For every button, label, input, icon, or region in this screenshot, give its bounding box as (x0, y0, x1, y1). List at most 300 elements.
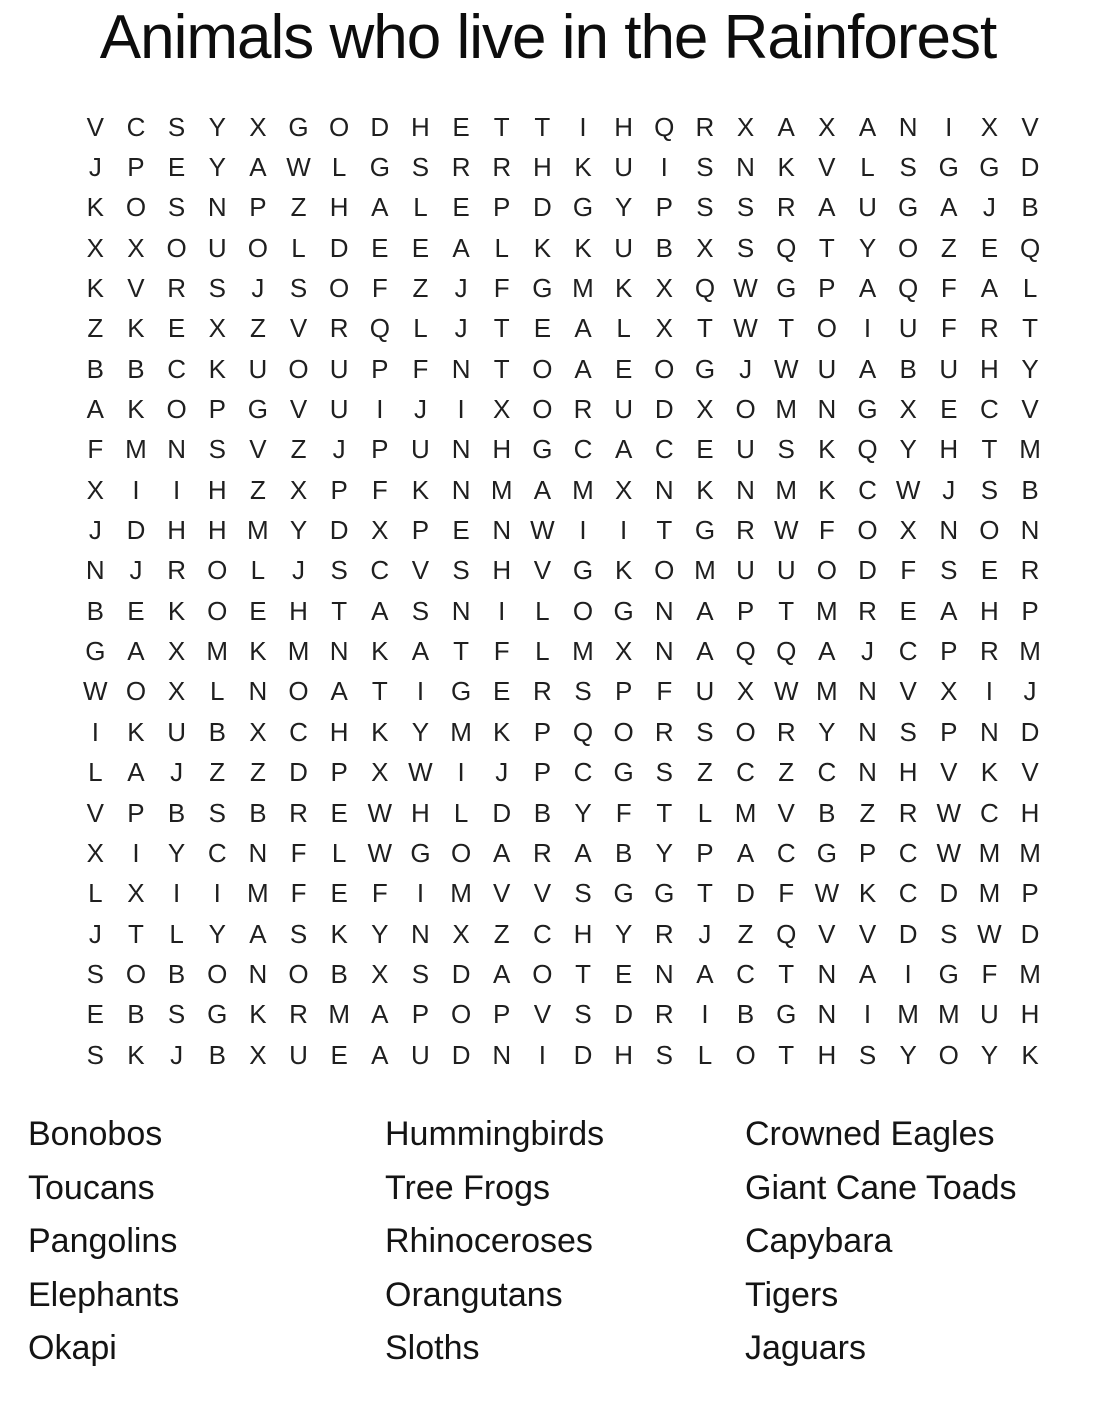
grid-letter: N (411, 918, 430, 949)
grid-letter: M (734, 797, 757, 828)
grid-letter: N (898, 111, 918, 142)
grid-letter: S (736, 192, 755, 223)
grid-letter: A (696, 958, 714, 989)
grid-letter: J (292, 555, 306, 586)
grid-letter: T (575, 958, 591, 989)
grid-letter: R (654, 999, 674, 1030)
grid-letter: O (450, 999, 472, 1030)
grid-letter: A (818, 636, 836, 667)
grid-letter: O (532, 394, 553, 425)
grid-letter: D (451, 1039, 471, 1070)
grid-letter: C (898, 837, 918, 868)
grid-letter: P (493, 192, 511, 223)
word-item: Hummingbirds (385, 1115, 605, 1153)
grid-letter: X (614, 636, 633, 667)
grid-letter: B (167, 958, 186, 989)
grid-letter: U (207, 232, 227, 263)
grid-letter: W (367, 797, 393, 828)
grid-letter: D (329, 232, 349, 263)
grid-letter: G (816, 837, 837, 868)
grid-letter: O (207, 555, 228, 586)
grid-letter: Y (574, 797, 592, 828)
grid-letter: O (288, 353, 309, 384)
grid-letter: B (249, 797, 267, 828)
grid-letter: A (696, 636, 714, 667)
grid-letter: N (329, 636, 349, 667)
grid-letter: A (533, 474, 552, 505)
grid-letter: T (696, 878, 713, 909)
grid-letter: F (981, 958, 998, 989)
grid-letter: F (371, 474, 388, 505)
grid-letter: T (453, 636, 470, 667)
grid-letter: A (493, 837, 511, 868)
grid-letter: H (207, 515, 227, 546)
grid-letter: O (938, 1039, 959, 1070)
grid-letter: E (493, 676, 511, 707)
grid-letter: K (614, 555, 633, 586)
grid-letter: S (208, 797, 226, 828)
grid-letter: S (899, 152, 917, 183)
grid-letter: P (533, 716, 552, 747)
grid-letter: M (287, 636, 310, 667)
grid-letter: H (817, 1039, 837, 1070)
grid-letter: B (655, 232, 673, 263)
grid-letter: I (701, 999, 709, 1030)
grid-letter: L (331, 152, 347, 183)
grid-letter: J (251, 273, 265, 304)
grid-letter: Z (290, 192, 307, 223)
grid-letter: L (1022, 273, 1038, 304)
word-item: Pangolins (28, 1222, 178, 1260)
grid-letter: U (980, 999, 999, 1030)
grid-letter: H (289, 595, 308, 626)
grid-letter: I (579, 111, 587, 142)
word-item: Orangutans (385, 1275, 563, 1314)
grid-letter: J (982, 192, 996, 223)
grid-letter: K (818, 474, 836, 505)
grid-letter: R (654, 918, 674, 949)
grid-letter: T (656, 797, 673, 828)
grid-letter: S (289, 273, 308, 304)
grid-letter: E (940, 394, 958, 425)
grid-letter: I (416, 878, 425, 909)
grid-letter: B (127, 999, 145, 1030)
grid-letter: O (166, 394, 187, 425)
grid-letter: K (858, 878, 877, 909)
grid-letter: N (207, 192, 227, 223)
grid-letter: G (776, 999, 797, 1030)
grid-letter: C (532, 918, 552, 949)
grid-letter: R (776, 192, 796, 223)
grid-letter: A (574, 313, 592, 344)
grid-letter: A (940, 595, 958, 626)
grid-letter: N (654, 958, 674, 989)
grid-letter: S (167, 192, 186, 223)
grid-letter: O (816, 555, 837, 586)
grid-letter: W (773, 353, 799, 384)
grid-letter: A (452, 232, 470, 263)
grid-letter: O (898, 232, 919, 263)
grid-letter: O (125, 958, 147, 989)
grid-letter: E (533, 313, 552, 344)
word-item: Jaguars (745, 1329, 866, 1367)
grid-letter: M (816, 676, 838, 707)
grid-letter: A (858, 958, 877, 989)
grid-letter: Z (249, 757, 266, 788)
grid-letter: E (86, 999, 104, 1030)
grid-letter: C (776, 837, 796, 868)
grid-letter: U (167, 716, 186, 747)
grid-letter: P (208, 394, 226, 425)
grid-letter: O (572, 595, 594, 626)
grid-letter: Y (208, 918, 226, 949)
grid-letter: X (696, 232, 714, 263)
grid-letter: N (736, 474, 755, 505)
grid-letter: Z (493, 918, 510, 949)
grid-letter: Q (776, 918, 797, 949)
grid-letter: G (776, 273, 797, 304)
grid-letter: E (452, 192, 470, 223)
grid-letter: E (980, 555, 999, 586)
grid-letter: X (371, 757, 389, 788)
grid-letter: Q (857, 434, 878, 465)
word-item: Elephants (28, 1275, 180, 1314)
grid-letter: L (250, 555, 266, 586)
grid-letter: A (249, 918, 267, 949)
grid-letter: N (248, 837, 268, 868)
puzzle-title: Animals who live in the Rainforest (99, 3, 997, 72)
grid-letter: Z (209, 757, 226, 788)
grid-letter: A (574, 837, 592, 868)
grid-letter: I (172, 474, 181, 505)
grid-letter: X (249, 1039, 267, 1070)
word-list-column (745, 1108, 1017, 1376)
grid-letter: U (736, 555, 755, 586)
grid-letter: S (980, 474, 999, 505)
grid-letter: T (331, 595, 348, 626)
grid-letter: M (206, 636, 229, 667)
grid-letter: P (655, 192, 673, 223)
grid-letter: P (330, 474, 348, 505)
grid-letter: K (371, 636, 389, 667)
grid-letter: L (291, 232, 306, 263)
grid-letter: U (695, 676, 715, 707)
grid-letter: X (736, 111, 755, 142)
grid-letter: Q (572, 716, 594, 747)
grid-letter: F (290, 837, 307, 868)
grid-letter: I (132, 837, 140, 868)
grid-letter: L (494, 232, 509, 263)
grid-letter: F (412, 353, 429, 384)
word-item: Okapi (28, 1329, 117, 1367)
grid-letter: N (451, 474, 471, 505)
grid-letter: S (86, 958, 104, 989)
grid-letter: B (1021, 192, 1039, 223)
grid-letter: J (88, 918, 102, 949)
grid-letter: E (330, 797, 348, 828)
grid-letter: O (450, 837, 472, 868)
grid-letter: K (980, 757, 999, 788)
grid-letter: A (940, 192, 958, 223)
grid-letter: R (492, 152, 512, 183)
grid-letter: N (817, 999, 837, 1030)
grid-letter: F (290, 878, 307, 909)
grid-letter: Y (1021, 353, 1039, 384)
grid-letter: S (696, 716, 714, 747)
grid-letter: P (614, 676, 633, 707)
grid-letter: X (696, 394, 714, 425)
grid-letter: R (1020, 555, 1040, 586)
grid-letter: C (817, 757, 837, 788)
grid-letter: O (288, 676, 309, 707)
grid-letter: D (451, 958, 471, 989)
grid-letter: G (938, 152, 959, 183)
grid-letter: D (573, 1039, 593, 1070)
grid-letter: P (371, 434, 389, 465)
grid-letter: H (1020, 797, 1040, 828)
grid-letter: D (289, 757, 308, 788)
grid-letter: G (654, 878, 675, 909)
grid-letter: G (898, 192, 919, 223)
grid-letter: J (88, 515, 102, 546)
grid-letter: E (127, 595, 145, 626)
grid-letter: A (371, 1039, 389, 1070)
grid-letter: M (490, 474, 513, 505)
grid-letter: S (655, 1039, 673, 1070)
grid-letter: M (1019, 434, 1041, 465)
grid-letter: T (371, 676, 388, 707)
grid-letter: W (367, 837, 393, 868)
grid-letter: D (1020, 918, 1040, 949)
word-item: Giant Cane Toads (745, 1168, 1017, 1207)
word-item: Sloths (385, 1329, 480, 1367)
grid-letter: E (452, 111, 470, 142)
grid-letter: W (773, 676, 799, 707)
grid-letter: U (817, 353, 837, 384)
grid-letter: K (127, 394, 145, 425)
grid-letter: O (654, 353, 675, 384)
grid-letter: T (778, 313, 795, 344)
grid-letter: D (858, 555, 877, 586)
grid-letter: T (493, 111, 510, 142)
grid-letter: H (329, 192, 349, 223)
grid-letter: W (408, 757, 433, 788)
grid-letter: R (776, 716, 796, 747)
grid-letter: M (816, 595, 838, 626)
word-item: Toucans (28, 1168, 155, 1207)
grid-letter: B (1021, 474, 1039, 505)
grid-letter: G (450, 676, 472, 707)
grid-letter: B (167, 797, 186, 828)
grid-letter: S (777, 434, 795, 465)
grid-letter: K (330, 918, 348, 949)
grid-letter: X (289, 474, 308, 505)
grid-letter: Y (614, 192, 633, 223)
grid-letter: L (535, 636, 550, 667)
grid-letter: N (248, 958, 268, 989)
grid-letter: M (775, 474, 798, 505)
grid-letter: F (778, 878, 795, 909)
grid-letter: H (980, 353, 999, 384)
grid-letter: P (371, 353, 389, 384)
grid-letter: K (411, 474, 430, 505)
grid-letter: L (413, 313, 428, 344)
grid-letter: N (654, 595, 674, 626)
grid-letter: Y (411, 716, 430, 747)
grid-letter: U (614, 394, 634, 425)
grid-letter: K (86, 273, 104, 304)
grid-letter: H (1020, 999, 1040, 1030)
grid-letter: A (371, 999, 389, 1030)
grid-letter: J (332, 434, 346, 465)
grid-letter: A (818, 192, 836, 223)
grid-letter: Y (208, 111, 226, 142)
grid-letter: V (940, 757, 958, 788)
grid-letter: B (86, 595, 104, 626)
grid-letter: E (167, 152, 186, 183)
grid-letter: D (1020, 716, 1040, 747)
grid-letter: F (615, 797, 632, 828)
grid-letter: M (978, 878, 1001, 909)
grid-letter: D (939, 878, 959, 909)
grid-letter: J (413, 394, 427, 425)
grid-letter: U (614, 232, 634, 263)
grid-letter: O (288, 958, 309, 989)
grid-letter: Z (290, 434, 307, 465)
grid-letter: I (457, 757, 465, 788)
grid-letter: F (493, 636, 510, 667)
grid-letter: M (247, 878, 269, 909)
grid-letter: X (655, 273, 673, 304)
grid-letter: X (86, 474, 104, 505)
grid-letter: W (530, 515, 555, 546)
grid-letter: J (860, 636, 874, 667)
grid-letter: O (735, 394, 756, 425)
grid-letter: A (127, 757, 145, 788)
grid-letter: H (939, 434, 959, 465)
grid-letter: B (86, 353, 104, 384)
grid-letter: K (574, 232, 592, 263)
grid-letter: G (410, 837, 431, 868)
grid-letter: A (777, 111, 795, 142)
grid-letter: H (898, 757, 918, 788)
grid-letter: U (939, 353, 959, 384)
grid-letter: M (572, 474, 594, 505)
grid-letter: O (247, 232, 268, 263)
grid-letter: K (614, 273, 633, 304)
grid-letter: C (898, 636, 918, 667)
grid-letter: J (170, 1039, 184, 1070)
grid-letter: S (858, 1039, 877, 1070)
grid-letter: K (127, 1039, 145, 1070)
grid-letter: Z (737, 918, 754, 949)
grid-letter: K (208, 353, 226, 384)
grid-letter: I (579, 515, 587, 546)
grid-letter: N (980, 716, 999, 747)
grid-letter: B (208, 1039, 226, 1070)
grid-letter: S (574, 676, 592, 707)
grid-letter: N (1020, 515, 1040, 546)
grid-letter: Z (778, 757, 795, 788)
grid-letter: H (614, 1039, 634, 1070)
grid-letter: B (818, 797, 836, 828)
grid-letter: C (573, 434, 593, 465)
grid-letter: X (86, 837, 104, 868)
grid-letter: M (1019, 837, 1041, 868)
grid-letter: H (980, 595, 999, 626)
grid-letter: J (129, 555, 143, 586)
grid-letter: B (736, 999, 755, 1030)
grid-letter: S (289, 918, 308, 949)
grid-letter: Q (776, 232, 797, 263)
grid-letter: G (694, 353, 716, 384)
grid-letter: E (696, 434, 714, 465)
grid-letter: B (899, 353, 917, 384)
grid-letter: E (167, 313, 186, 344)
grid-letter: X (899, 394, 917, 425)
grid-letter: I (498, 595, 506, 626)
grid-letter: C (654, 434, 674, 465)
grid-letter: J (454, 313, 468, 344)
grid-letter: O (857, 515, 878, 546)
grid-letter: J (495, 757, 509, 788)
grid-letter: A (858, 111, 877, 142)
grid-letter: G (247, 394, 268, 425)
grid-letter: V (249, 434, 267, 465)
grid-letter: P (330, 757, 348, 788)
grid-letter: A (980, 273, 999, 304)
grid-letter: V (818, 918, 836, 949)
grid-letter: X (167, 676, 186, 707)
grid-letter: O (735, 716, 756, 747)
grid-letter: O (329, 273, 350, 304)
grid-letter: U (329, 394, 349, 425)
grid-letter: X (371, 958, 389, 989)
grid-letter: I (457, 394, 465, 425)
grid-letter: X (980, 111, 999, 142)
grid-letter: R (898, 797, 918, 828)
grid-letter: U (411, 434, 430, 465)
grid-letter: V (411, 555, 430, 586)
grid-letter: X (127, 878, 145, 909)
grid-letter: Y (289, 515, 308, 546)
grid-letter: M (328, 999, 350, 1030)
grid-letter: H (492, 434, 512, 465)
letter-grid (75, 107, 1050, 1075)
grid-letter: Z (859, 797, 876, 828)
grid-letter: C (858, 474, 877, 505)
grid-letter: E (899, 595, 917, 626)
grid-letter: D (736, 878, 755, 909)
grid-letter: L (413, 192, 428, 223)
grid-letter: N (858, 716, 877, 747)
grid-letter: J (739, 353, 753, 384)
grid-letter: D (654, 394, 674, 425)
grid-letter: Y (371, 918, 389, 949)
grid-letter: X (86, 232, 104, 263)
grid-letter: S (940, 555, 958, 586)
grid-letter: C (898, 878, 918, 909)
grid-letter: H (573, 918, 593, 949)
grid-letter: J (698, 918, 712, 949)
grid-letter: V (533, 555, 552, 586)
grid-letter: S (330, 555, 348, 586)
word-item: Bonobos (28, 1115, 163, 1153)
grid-letter: T (1022, 313, 1038, 344)
grid-letter: L (535, 595, 550, 626)
grid-letter: A (736, 837, 755, 868)
grid-letter: G (288, 111, 309, 142)
